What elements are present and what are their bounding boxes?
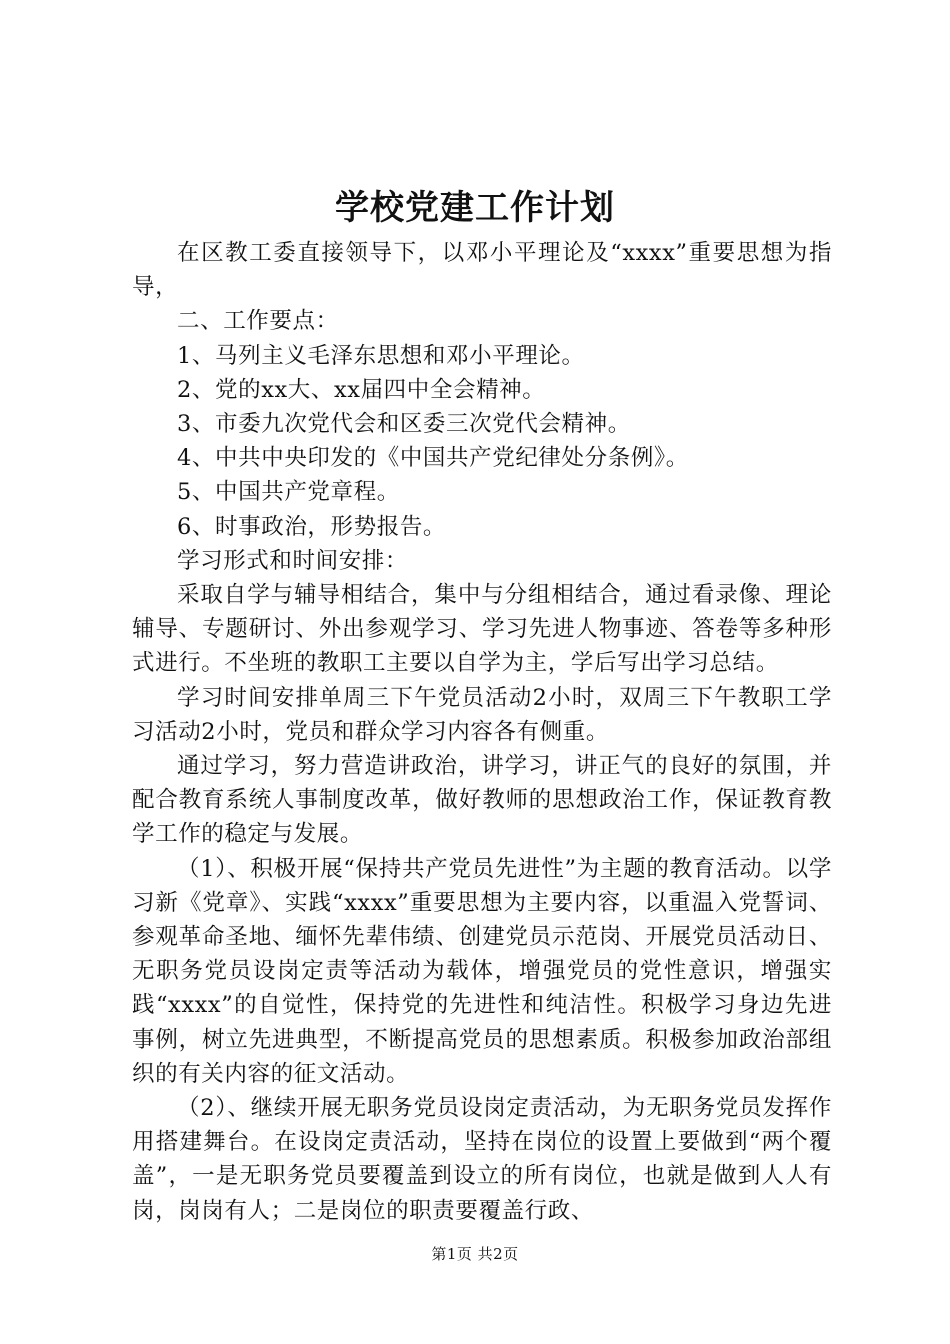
list-item: 4、中共中央印发的《中国共产党纪律处分条例》。 xyxy=(177,445,689,472)
paragraph: （2）、继续开展无职务党员设岗定责活动，为无职务党员发挥作用搭建舞台。在设岗定责活动，坚持在岗位的设置上要做到“两个覆盖”，一是无职务党员要覆盖到设立的所有岗位，也就是做到人人有岗，岗岗有人；二是岗位的职责要覆盖行政、 xyxy=(132,1095,832,1224)
list-item: 5、中国共产党章程。 xyxy=(177,479,400,506)
page-footer: 第1页 共2页 xyxy=(431,1245,519,1263)
paragraph: 学习时间安排单周三下午党员活动2小时，双周三下午教职工学习活动2小时，党员和群众学习内容各有侧重。 xyxy=(132,684,832,745)
paragraph-intro: 在区教工委直接领导下，以邓小平理论及“xxxx”重要思想为指导， xyxy=(132,240,832,301)
list-item: 1、马列主义毛泽东思想和邓小平理论。 xyxy=(177,342,585,369)
paragraph: 采取自学与辅导相结合，集中与分组相结合，通过看录像、理论辅导、专题研讨、外出参观学习、学习先进人物事迹、答卷等多种形式进行。不坐班的教职工主要以自学为主，学后写出学习总结。 xyxy=(132,582,832,677)
document-body xyxy=(132,236,832,1228)
paragraph-section-heading: 二、工作要点： xyxy=(177,308,339,335)
list-item: 2、党的xx大、xx届四中全会精神。 xyxy=(177,376,546,403)
list-item: 6、时事政治，形势报告。 xyxy=(177,513,447,540)
paragraph-subheading: 学习形式和时间安排： xyxy=(177,547,409,574)
list-item: 3、市委九次党代会和区委三次党代会精神。 xyxy=(177,411,631,438)
paragraph: 通过学习，努力营造讲政治，讲学习，讲正气的良好的氛围，并配合教育系统人事制度改革，做好教师的思想政治工作，保证教育教学工作的稳定与发展。 xyxy=(132,753,832,848)
document-title: 学校党建工作计划 xyxy=(335,188,615,228)
paragraph: （1）、积极开展“保持共产党员先进性”为主题的教育活动。以学习新《党章》、实践“xxxx”重要思想为主要内容，以重温入党誓词、参观革命圣地、缅怀先辈伟绩、创建党员示范岗、开展党员活动日、无职务党员设岗定责等活动为载体，增强党员的党性意识，增强实践“xxxx”的自觉性，保持党的先进性和纯洁性。积极学习身边先进事例，树立先进典型，不断提高党员的思想素质。积极参加政治部组织的有关内容的征文活动。 xyxy=(132,855,832,1087)
